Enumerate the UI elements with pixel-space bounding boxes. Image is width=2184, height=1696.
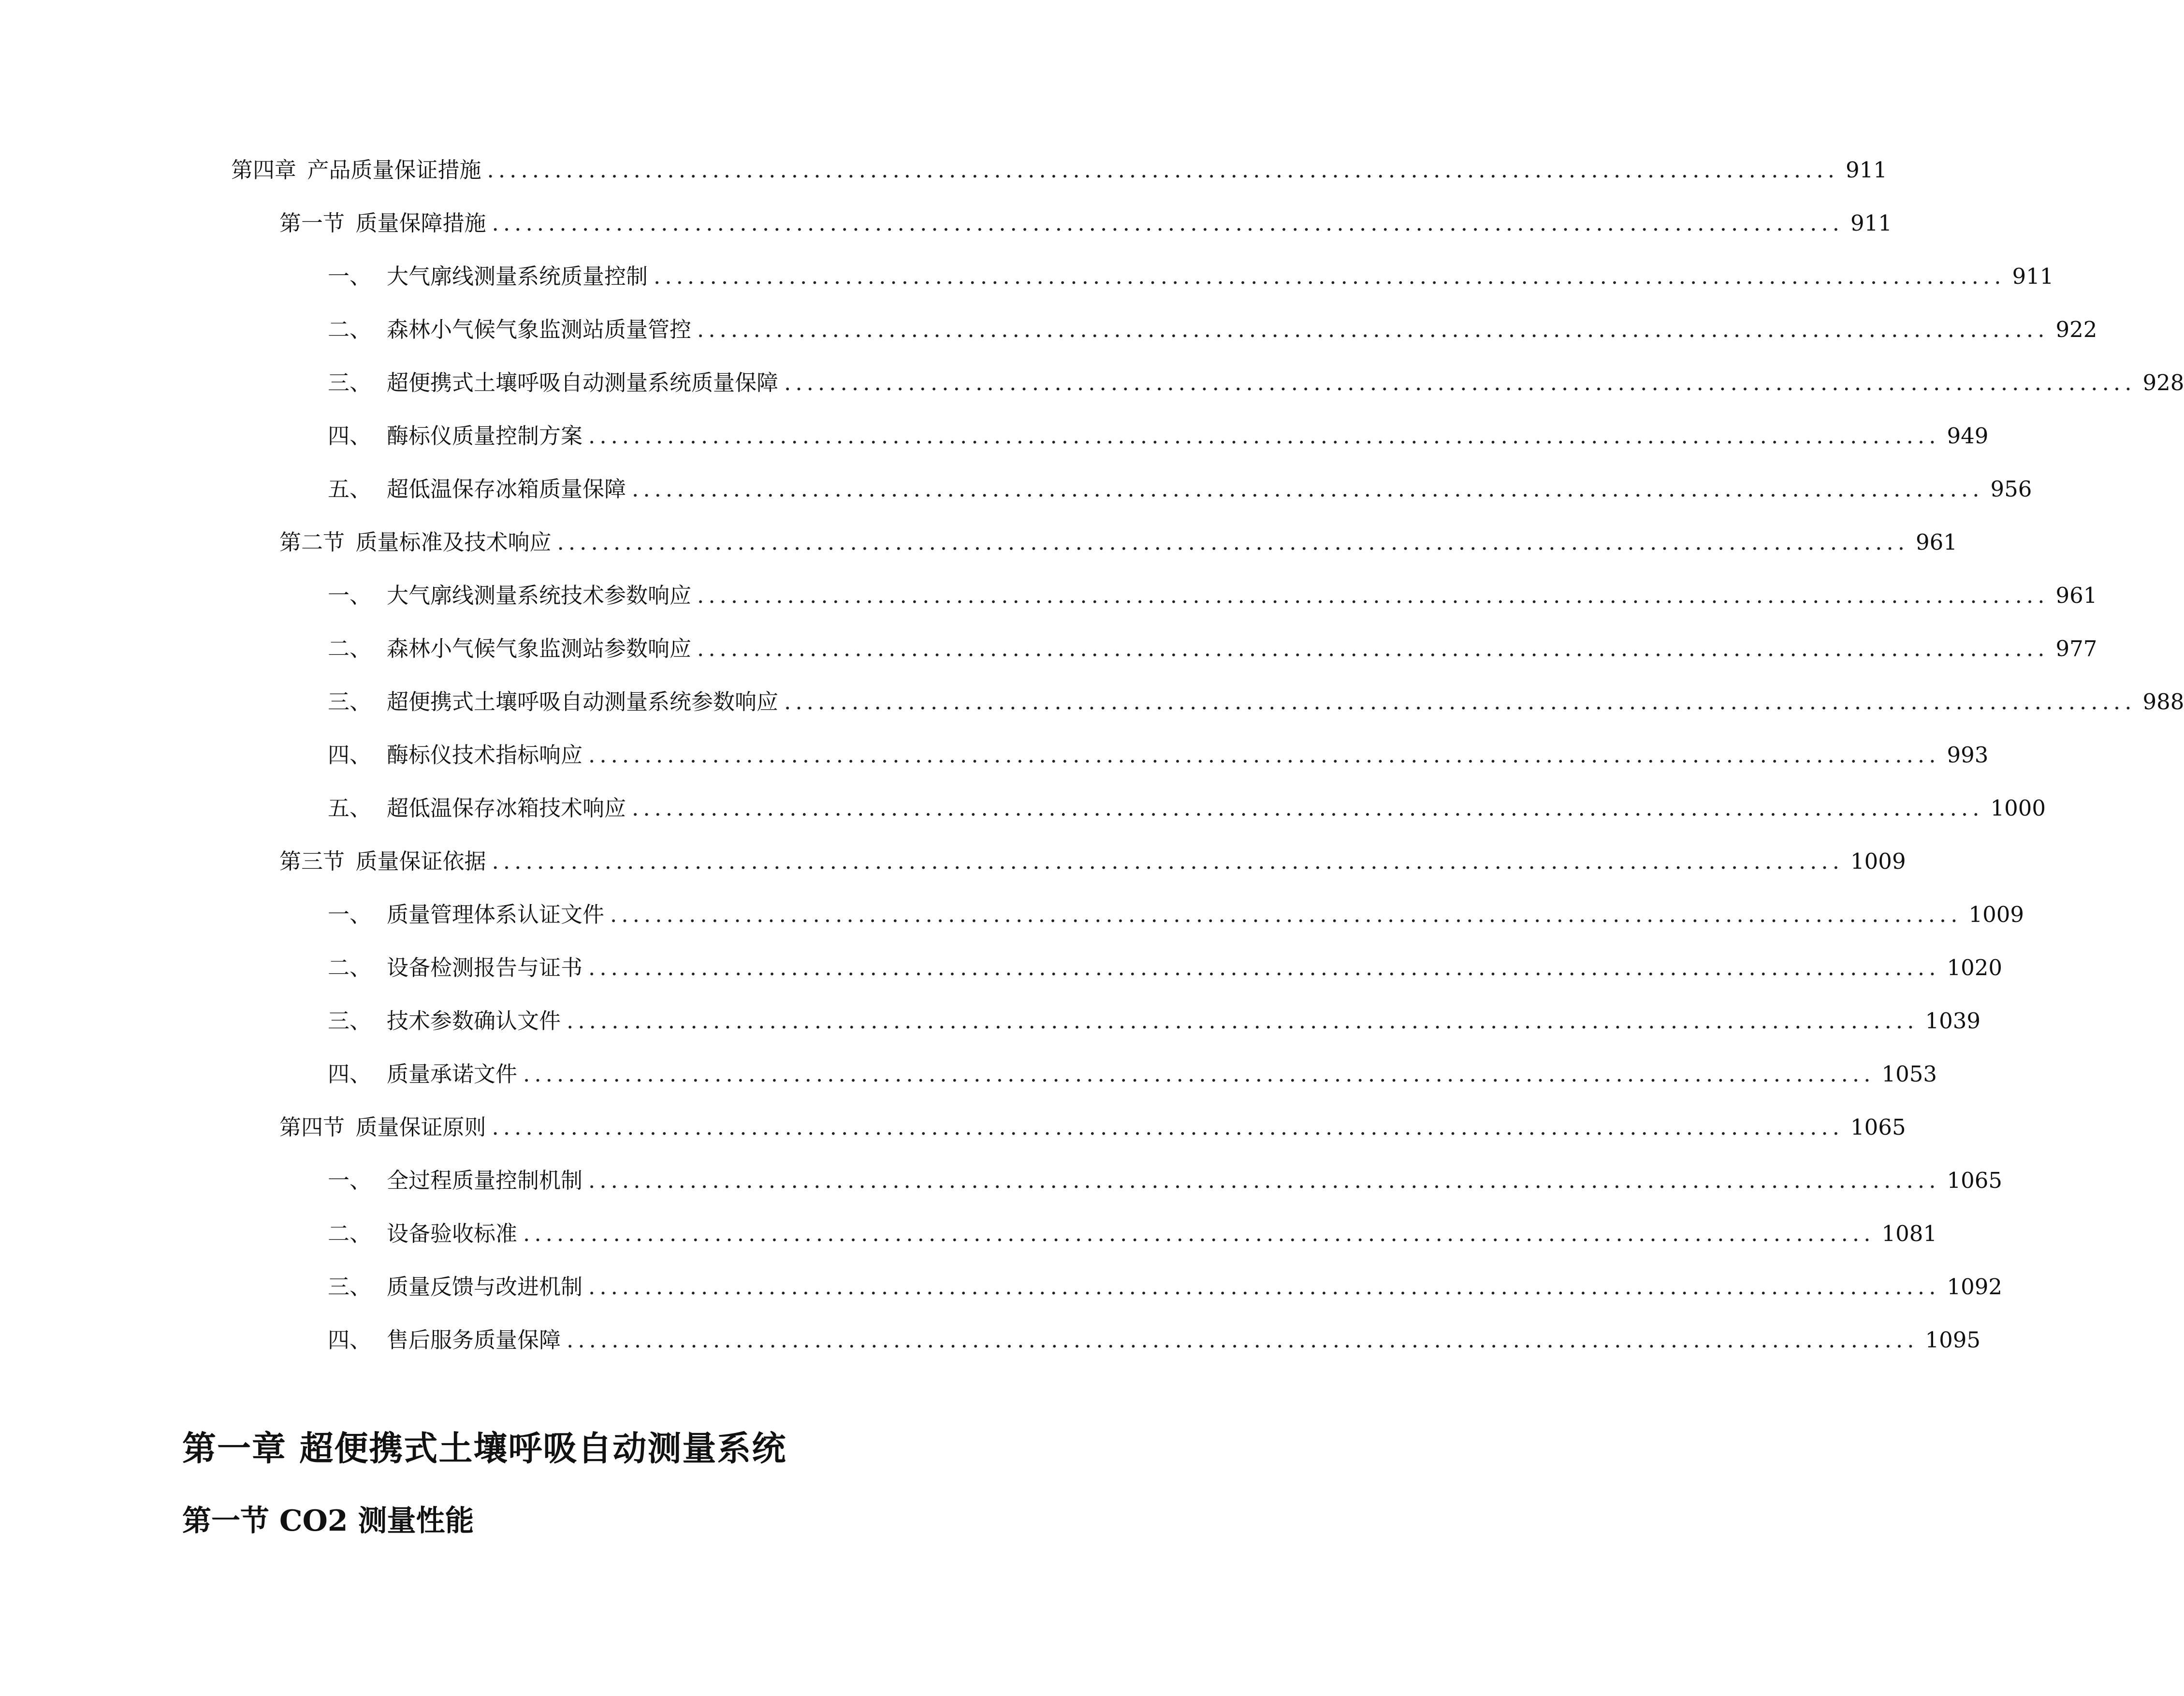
toc-entry-page-number: 928 [2142, 369, 2184, 395]
toc-entry-title: 大气廓线测量系统质量控制 [387, 263, 648, 289]
toc-entry-title: 超便携式土壤呼吸自动测量系统参数响应 [387, 688, 779, 715]
toc-entry-number: 四、 [328, 742, 372, 768]
table-of-contents [0, 143, 2184, 1366]
toc-entry[interactable] [0, 1100, 1906, 1154]
toc-entry-label [328, 744, 588, 766]
toc-entry[interactable] [0, 941, 2003, 994]
toc-leader-dots: ........................................................................................................................ [588, 423, 1940, 449]
toc-leader-dots: ........................................................................................................................ [487, 157, 1839, 183]
toc-entry-label [279, 212, 492, 234]
toc-entry-title: 设备验收标准 [387, 1220, 518, 1246]
toc-entry[interactable] [0, 569, 2097, 622]
toc-leader-dots: ........................................................................................................................ [588, 1167, 1940, 1193]
toc-entry-label [279, 531, 557, 553]
toc-entry[interactable] [0, 834, 1906, 888]
toc-entry[interactable] [0, 888, 2024, 941]
toc-entry-page-number: 949 [1947, 423, 1989, 449]
toc-entry-title: 酶标仪技术指标响应 [387, 742, 583, 768]
toc-entry-label [328, 425, 588, 447]
toc-leader-dots: ........................................................................................................................ [588, 1273, 1940, 1300]
toc-entry-label [328, 1329, 567, 1351]
toc-entry-title: 技术参数确认文件 [387, 1008, 561, 1034]
toc-leader-dots: ........................................................................................................................ [784, 688, 2136, 715]
toc-entry-page-number: 1065 [1850, 1114, 1906, 1140]
toc-entry-number: 一、 [328, 263, 372, 289]
toc-entry-title: 酶标仪质量控制方案 [387, 423, 583, 449]
toc-entry-label [328, 265, 654, 287]
toc-entry-number: 第三节 [279, 848, 345, 874]
toc-entry-title: 超低温保存冰箱技术响应 [387, 795, 626, 821]
toc-leader-dots: ........................................................................................................................ [492, 210, 1844, 236]
toc-entry[interactable] [0, 994, 1981, 1047]
toc-entry-number: 三、 [328, 688, 372, 715]
toc-entry-title: 质量保证原则 [355, 1114, 486, 1140]
toc-entry[interactable] [0, 675, 2184, 728]
toc-entry-page-number: 911 [2012, 263, 2054, 289]
toc-entry-label [328, 1063, 523, 1085]
toc-entry-label [328, 1220, 523, 1246]
toc-entry-number: 二、 [328, 1220, 372, 1246]
toc-leader-dots: ........................................................................................................................ [697, 316, 2049, 342]
toc-entry-number: 四、 [328, 1061, 372, 1087]
toc-entry[interactable] [0, 196, 1892, 249]
toc-entry-number: 四、 [328, 1327, 372, 1353]
toc-entry-number: 三、 [328, 369, 372, 395]
toc-entry-title: 全过程质量控制机制 [387, 1167, 583, 1193]
toc-entry-page-number: 993 [1947, 742, 1989, 768]
toc-entry-title: 质量保障措施 [355, 210, 486, 236]
toc-entry-label [328, 582, 697, 608]
toc-entry-label [328, 369, 784, 395]
toc-entry-title: 超低温保存冰箱质量保障 [387, 476, 626, 502]
toc-entry-page-number: 1009 [1968, 901, 2024, 927]
toc-entry[interactable] [0, 409, 1989, 462]
toc-entry-page-number: 1020 [1947, 954, 2003, 980]
toc-entry-label [328, 1167, 588, 1193]
toc-leader-dots: ........................................................................................................................ [610, 901, 1962, 927]
toc-leader-dots: ........................................................................................................................ [523, 1061, 1875, 1087]
toc-entry-page-number: 922 [2055, 316, 2097, 342]
toc-leader-dots: ........................................................................................................................ [654, 263, 2006, 289]
toc-entry-title: 森林小气候气象监测站质量管控 [387, 316, 692, 342]
toc-entry[interactable] [0, 1260, 2003, 1313]
toc-entry-number: 五、 [328, 476, 372, 502]
toc-entry-page-number: 1039 [1925, 1008, 1981, 1034]
toc-entry-label [328, 316, 697, 342]
toc-entry-number: 二、 [328, 954, 372, 980]
section-heading: 第一节 CO2 测量性能 [182, 1504, 474, 1538]
toc-entry-page-number: 1095 [1925, 1327, 1981, 1353]
toc-leader-dots: ........................................................................................................................ [784, 369, 2136, 395]
toc-entry-page-number: 1009 [1850, 848, 1906, 874]
toc-entry-page-number: 961 [2055, 582, 2097, 608]
toc-entry-title: 产品质量保证措施 [307, 157, 481, 183]
toc-leader-dots: ........................................................................................................................ [557, 529, 1909, 555]
toc-entry-label [328, 688, 784, 715]
toc-entry-page-number: 1081 [1881, 1220, 1937, 1246]
toc-entry[interactable] [0, 249, 2054, 303]
toc-entry-title: 大气廓线测量系统技术参数响应 [387, 582, 692, 608]
toc-entry-number: 一、 [328, 901, 372, 927]
toc-entry[interactable] [0, 143, 1887, 196]
toc-entry-label [328, 797, 632, 819]
toc-entry-title: 质量管理体系认证文件 [387, 901, 605, 927]
toc-entry-number: 第四章 [231, 157, 297, 183]
toc-entry-page-number: 988 [2142, 688, 2184, 715]
toc-entry[interactable] [0, 781, 2046, 834]
toc-entry-page-number: 1092 [1947, 1273, 2003, 1300]
toc-entry[interactable] [0, 515, 1957, 569]
toc-entry[interactable] [0, 1154, 2003, 1207]
toc-entry[interactable] [0, 303, 2097, 356]
toc-entry-number: 第一节 [279, 210, 345, 236]
toc-entry[interactable] [0, 356, 2184, 409]
toc-leader-dots: ........................................................................................................................ [632, 795, 1984, 821]
toc-entry-label [328, 954, 588, 980]
toc-entry-title: 超便携式土壤呼吸自动测量系统质量保障 [387, 369, 779, 395]
toc-entry-title: 质量反馈与改进机制 [387, 1273, 583, 1300]
toc-leader-dots: ........................................................................................................................ [632, 476, 1984, 502]
toc-entry-number: 一、 [328, 1167, 372, 1193]
toc-entry-label [231, 159, 487, 181]
toc-entry-number: 五、 [328, 795, 372, 821]
toc-entry-title: 售后服务质量保障 [387, 1327, 561, 1353]
toc-entry-number: 四、 [328, 423, 372, 449]
toc-leader-dots: ........................................................................................................................ [588, 954, 1940, 980]
toc-entry-label [328, 478, 632, 500]
toc-entry-number: 三、 [328, 1273, 372, 1300]
toc-entry-label [279, 850, 492, 872]
toc-entry-label [328, 1273, 588, 1300]
toc-leader-dots: ........................................................................................................................ [523, 1220, 1875, 1246]
toc-entry-label [328, 1010, 567, 1032]
toc-entry[interactable] [0, 728, 1989, 781]
toc-entry[interactable] [0, 462, 2032, 515]
toc-entry-title: 质量标准及技术响应 [355, 529, 552, 555]
toc-entry-label [328, 635, 697, 661]
toc-entry-title: 森林小气候气象监测站参数响应 [387, 635, 692, 661]
toc-entry-page-number: 1065 [1947, 1167, 2003, 1193]
toc-entry-number: 二、 [328, 635, 372, 661]
toc-entry-page-number: 1000 [1990, 795, 2046, 821]
toc-entry-page-number: 977 [2055, 635, 2097, 661]
toc-entry-title: 质量承诺文件 [387, 1061, 518, 1087]
toc-entry-label [279, 1116, 492, 1138]
toc-leader-dots: ........................................................................................................................ [492, 1114, 1844, 1140]
toc-entry-page-number: 961 [1916, 529, 1957, 555]
toc-leader-dots: ........................................................................................................................ [492, 848, 1844, 874]
toc-leader-dots: ........................................................................................................................ [588, 742, 1940, 768]
chapter-heading: 第一章 超便携式土壤呼吸自动测量系统 [182, 1428, 787, 1468]
toc-leader-dots: ........................................................................................................................ [567, 1327, 1919, 1353]
toc-entry-label [328, 901, 610, 927]
toc-entry[interactable] [0, 1313, 1981, 1366]
toc-entry[interactable] [0, 1047, 1937, 1100]
toc-entry-title: 质量保证依据 [355, 848, 486, 874]
toc-entry-title: 设备检测报告与证书 [387, 954, 583, 980]
toc-leader-dots: ........................................................................................................................ [697, 582, 2049, 608]
toc-entry-number: 一、 [328, 582, 372, 608]
toc-entry-page-number: 911 [1850, 210, 1892, 236]
toc-entry-number: 二、 [328, 316, 372, 342]
toc-entry-page-number: 1053 [1881, 1061, 1937, 1087]
toc-entry-page-number: 911 [1846, 157, 1887, 183]
toc-leader-dots: ........................................................................................................................ [567, 1008, 1919, 1034]
toc-entry-number: 三、 [328, 1008, 372, 1034]
toc-entry-number: 第四节 [279, 1114, 345, 1140]
toc-entry-number: 第二节 [279, 529, 345, 555]
toc-entry-page-number: 956 [1990, 476, 2032, 502]
toc-entry[interactable] [0, 1207, 1937, 1260]
toc-leader-dots: ........................................................................................................................ [697, 635, 2049, 661]
toc-entry[interactable] [0, 622, 2097, 675]
